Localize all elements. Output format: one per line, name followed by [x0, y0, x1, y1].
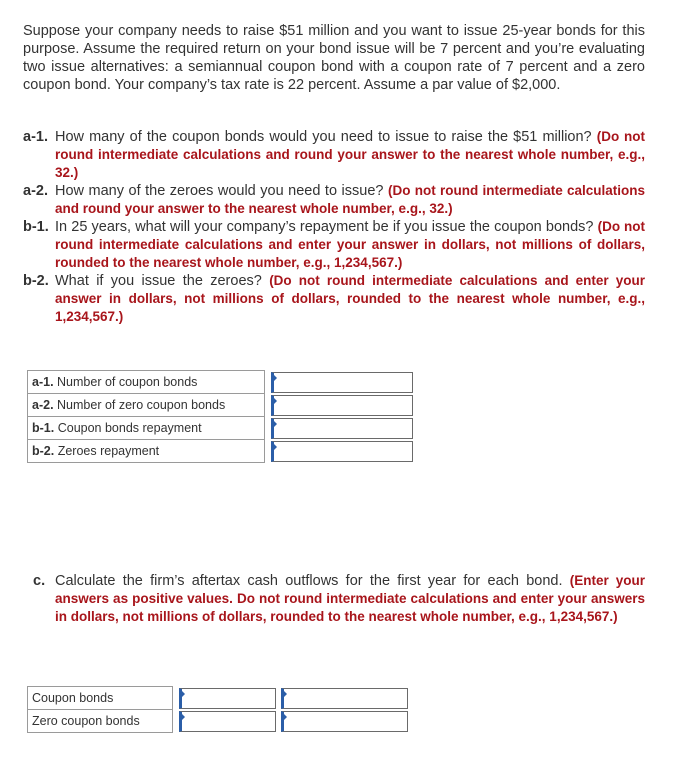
row-label: Zero coupon bonds	[28, 710, 173, 733]
answer-table-ab	[27, 370, 413, 463]
coupon-aftertax-outflow-input-2[interactable]	[281, 688, 408, 709]
question-instruction: (Do not round intermediate calculations and round your answer to the nearest whole number, e.g., 32.)	[55, 183, 645, 216]
question-instruction: (Do not round intermediate calculations and enter your answer in dollars, not millions of dollars, rounded to the nearest whole number, e.g., 1,234,567.)	[55, 219, 645, 270]
zero-aftertax-outflow-input-2[interactable]	[281, 711, 408, 732]
row-label: a-2. Number of zero coupon bonds	[28, 394, 265, 417]
zeroes-repayment-input[interactable]	[271, 441, 413, 462]
coupon-repayment-input[interactable]	[271, 418, 413, 439]
question-instruction: (Do not round intermediate calculations and enter your answer in dollars, not millions of dollars, rounded to the nearest whole number, e.g., 1,234,567.)	[55, 273, 645, 324]
question-list	[23, 128, 645, 326]
question-label: a-2.	[23, 183, 48, 199]
problem-intro: Suppose your company needs to raise $51 million and you want to issue 25-year bonds for this purpose. Assume the required return on your bond issue will be 7 percent and you’re evaluating two issue alternatives: a semiannual coupon bond with a coupon rate of 7 percent and a zero coupon bond. Your company’s tax rate is 22 percent. Assume a par value of $2,000.	[23, 23, 645, 93]
row-label: b-1. Coupon bonds repayment	[28, 417, 265, 440]
question-label: a-1.	[23, 129, 48, 145]
zero-aftertax-outflow-input-1[interactable]	[179, 711, 276, 732]
question-label: c.	[33, 573, 46, 589]
question-text: In 25 years, what will your company’s repayment be if you issue the coupon bonds?	[55, 219, 594, 235]
question-text: How many of the zeroes would you need to issue?	[55, 183, 384, 199]
answer-table-c	[27, 686, 408, 733]
question-label: b-2.	[23, 273, 49, 289]
question-instruction: (Do not round intermediate calculations and round your answer to the nearest whole number, e.g., 32.)	[55, 129, 645, 180]
question-text: Calculate the firm’s aftertax cash outflows for the first year for each bond.	[55, 573, 563, 589]
question-c	[23, 572, 645, 626]
table-row	[28, 394, 413, 417]
question-b1	[23, 218, 645, 272]
question-text: What if you issue the zeroes?	[55, 273, 262, 289]
question-a2	[23, 182, 645, 218]
table-row	[28, 417, 413, 440]
question-text: How many of the coupon bonds would you need to issue to raise the $51 million?	[55, 129, 592, 145]
coupon-aftertax-outflow-input-1[interactable]	[179, 688, 276, 709]
zero-bonds-count-input[interactable]	[271, 395, 413, 416]
table-row	[28, 687, 408, 710]
question-instruction: (Enter your answers as positive values. Do not round intermediate calculations and enter your answers in dollars, not millions of dollars, rounded to the nearest whole number, e.g., 1,234,567.)	[55, 573, 646, 624]
row-label: b-2. Zeroes repayment	[28, 440, 265, 463]
coupon-bonds-count-input[interactable]	[271, 372, 413, 393]
row-label: Coupon bonds	[28, 687, 173, 710]
question-b2	[23, 272, 645, 326]
question-a1	[23, 128, 645, 182]
question-label: b-1.	[23, 219, 49, 235]
table-row	[28, 710, 408, 733]
row-label: a-1. Number of coupon bonds	[28, 371, 265, 394]
table-row	[28, 440, 413, 463]
table-row	[28, 371, 413, 394]
